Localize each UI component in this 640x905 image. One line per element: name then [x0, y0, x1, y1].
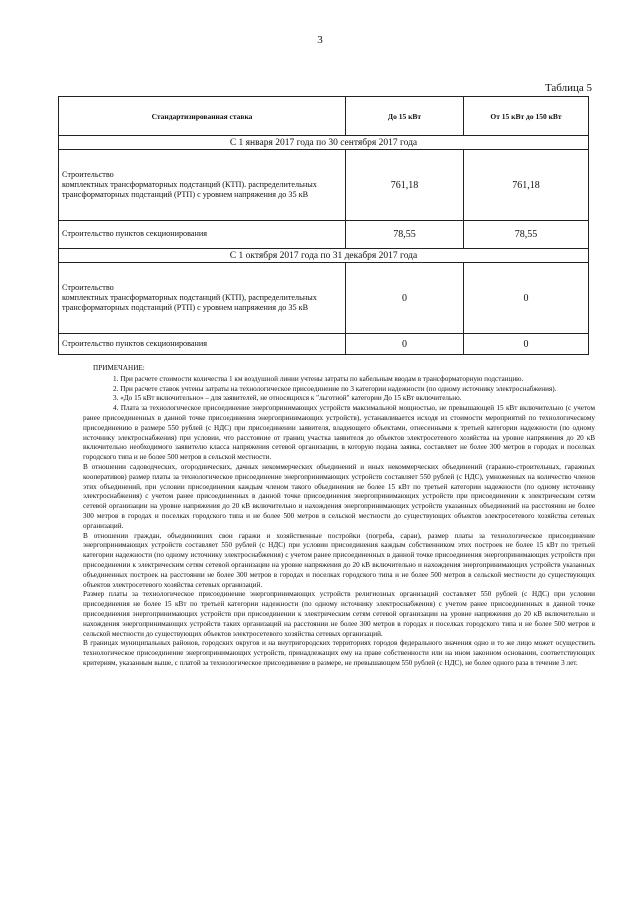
- table-row: [59, 263, 589, 334]
- note-paragraph: 4. Плата за технологическое присоединение энергопринимающих устройств максимальной мощностью, не превышающей 15 кВт включительно (с учетом ранее присоединенных в данной точке присоединения энергопринимающих устройств), устанавливается исходя из стоимости мероприятий по технологическому присоединению в размере 550 рублей (с НДС) при присоединении заявителя, владеющего объектами, отнесенными к третьей категории надежности (по одному источнику электроснабжения) при условии, что расстояние от границ участка заявителя до объектов электросетевого хозяйства на уровне напряжения до 20 кВ включительно необходимого заявителю класса напряжения сетевой организации, в которую подана заявка, составляет не более 300 метров в городах и поселках городского типа и не более 500 метров в сельской местности.: [83, 404, 595, 462]
- period-row: [59, 249, 589, 263]
- header-15-to-150kw: От 15 кВт до 150 кВт: [464, 97, 589, 136]
- period-label: С 1 октября 2017 года по 31 декабря 2017 года: [59, 249, 589, 263]
- row-value-15-to-150kw: 0: [464, 263, 589, 334]
- notes-section: [83, 364, 595, 669]
- table-header-row: [59, 97, 589, 136]
- note-paragraph: В отношении граждан, объединивших свои гаражи и хозяйственные постройки (погреба, сараи), размер платы за технологическое присоединение энергопринимающих устройств составляет 550 рублей (с НДС) при условии присоединения каждым собственником этих построек не более 15 кВт по третьей категории надежности (по одному источнику электроснабжения) с учетом ранее присоединенных в данной точке присоединения энергопринимающих устройств при присоединении к электрическим сетям сетевой организации на уровне напряжения до 20 кВ включительно и нахождения энергопринимающих устройств указанных объединенных построек на расстоянии не более 300 метров в городах и поселках городского типа и не более 500 метров в сельской местности до существующих объектов электросетевого хозяйства сетевых организаций.: [83, 531, 595, 589]
- row-value-up-to-15kw: 78,55: [346, 221, 464, 249]
- note-paragraph: В отношении садоводческих, огороднических, дачных некоммерческих объединений и иных некоммерческих объединений (гаражно-строительных, гаражных кооперативов) размер платы за технологическое присоединение энергопринимающих устройств составляет 550 рублей (с НДС), умноженных на количество членов этих объединений, при условии присоединения каждым членом такого объединения не более 15 кВт по третьей категории надежности (по одному источнику электроснабжения) с учетом ранее присоединенных в данной точке присоединения энергопринимающих устройств при присоединении к электрическим сетям сетевой организации на уровне напряжения до 20 кВ включительно и нахождения энергопринимающих устройств указанных объединений на расстоянии не более 300 метров в городах и поселках городского типа и не более 500 метров в сельской местности до существующих объектов электросетевого хозяйства сетевых организаций.: [83, 462, 595, 530]
- note-paragraph: 1. При расчете стоимости количества 1 км воздушной линии учтены затраты по кабельным вводам в трансформаторную подстанцию.: [113, 374, 524, 383]
- page-number: 3: [317, 34, 323, 46]
- notes-heading: ПРИМЕЧАНИЕ:: [93, 364, 145, 372]
- row-value-15-to-150kw: 0: [464, 334, 589, 355]
- row-value-15-to-150kw: 78,55: [464, 221, 589, 249]
- note-paragraph: 2. При расчете ставок учтены затраты на технологическое присоединение по 3 категории надежности (по одному источнику электроснабжения).: [113, 384, 557, 393]
- note-paragraph: В границах муниципальных районов, городских округов и на внутригородских территориях городов федерального значения одно и то же лицо может осуществить технологическое присоединение энергопринимающих устройств, принадлежащих ему на праве собственности или на ином законном основании, соответствующих критериям, указанным выше, с платой за технологическое присоединение в размере, не превышающем 550 рублей (с НДС), не более одного раза в течение 3 лет.: [83, 639, 595, 667]
- row-name: Строительство пунктов секционирования: [59, 221, 346, 249]
- table-row: [59, 150, 589, 221]
- rates-table: [58, 96, 589, 355]
- row-value-up-to-15kw: 0: [346, 334, 464, 355]
- note-paragraph: 3. «До 15 кВт включительно» – для заявителей, не относящихся к "льготной" категории До 15 кВт включительно.: [113, 394, 462, 403]
- header-up-to-15kw: До 15 кВт: [346, 97, 464, 136]
- row-name: Строительство комплектных трансформаторных подстанций (КТП). распределительных трансформаторных подстанций (РТП) с уровнем напряжения до 35 кВ: [59, 150, 346, 221]
- table-caption: Таблица 5: [544, 82, 592, 94]
- note-paragraph: Размер платы за технологическое присоединение энергопринимающих устройств религиозных организаций составляет 550 рублей (с НДС) при условии присоединения не более 15 кВт по третьей категории надежности (по одному источнику электроснабжения) с учетом ранее присоединенных в данной точке присоединения энергопринимающих устройств при присоединении к электрическим сетям сетевой организации на уровне напряжения до 20 кВ включительно и нахождения энергопринимающих устройств таких организаций на расстоянии не более 300 метров в городах и поселках городского типа и не более 500 метров в сельской местности до существующих объектов электросетевого хозяйства сетевых организаций.: [83, 590, 595, 638]
- table-row: [59, 221, 589, 249]
- header-rate: Стандартизированная ставка: [59, 97, 346, 136]
- row-value-15-to-150kw: 761,18: [464, 150, 589, 221]
- row-value-up-to-15kw: 761,18: [346, 150, 464, 221]
- table-row: [59, 334, 589, 355]
- period-label: С 1 января 2017 года по 30 сентября 2017 года: [59, 136, 589, 150]
- row-value-up-to-15kw: 0: [346, 263, 464, 334]
- row-name: Строительство комплектных трансформаторных подстанций (КТП), распределительных трансформаторных подстанций (РТП) с уровнем напряжения до 35 кВ: [59, 263, 346, 334]
- row-name: Строительство пунктов секционирования: [59, 334, 346, 355]
- period-row: [59, 136, 589, 150]
